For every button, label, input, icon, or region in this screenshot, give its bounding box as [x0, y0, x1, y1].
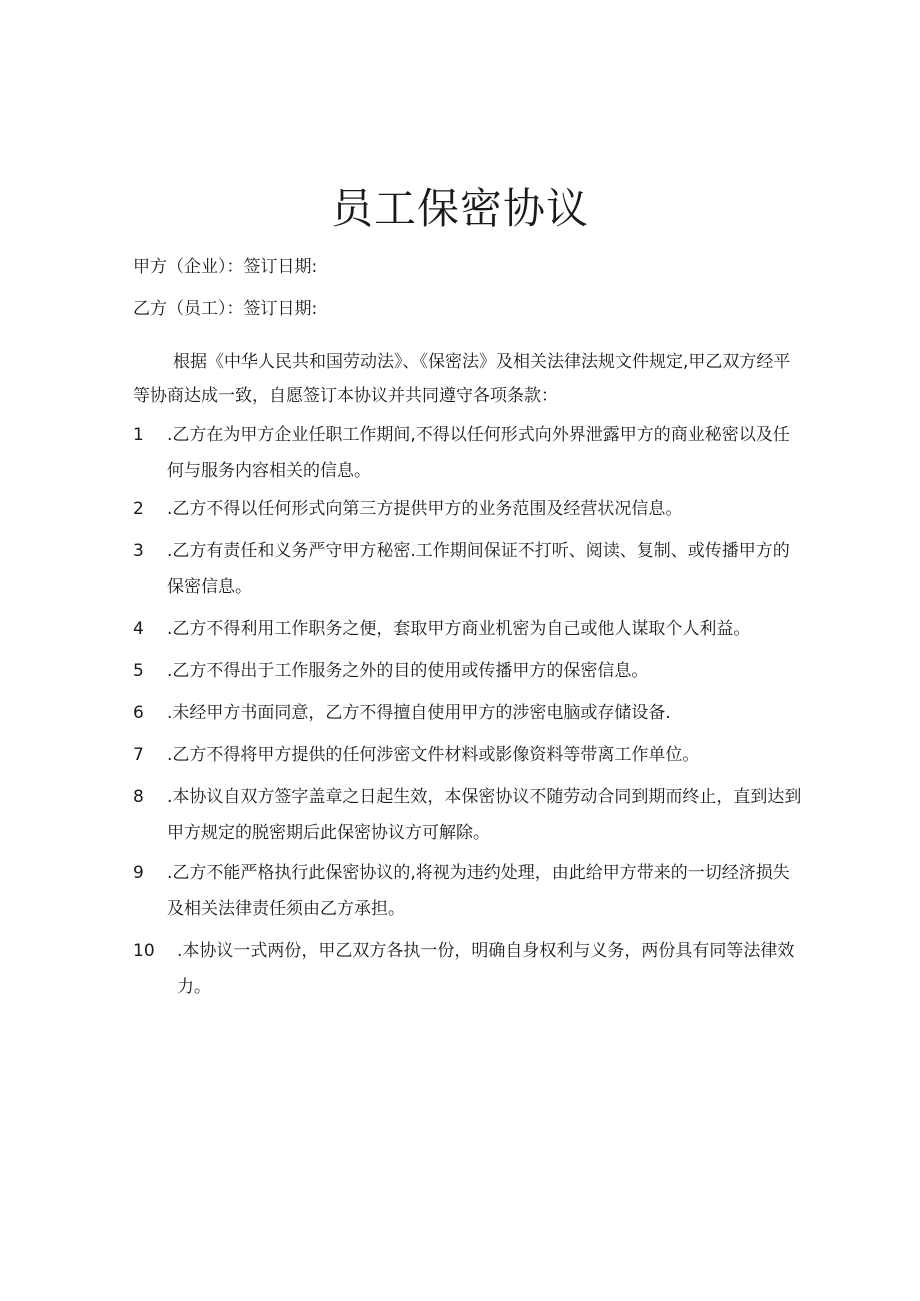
clause-text: .未经甲方书面同意，乙方不得擅自使用甲方的涉密电脑或存储设备.: [167, 703, 671, 723]
clause-text: .乙方不得以任何形式向第三方提供甲方的业务范围及经营状况信息。: [167, 499, 683, 519]
clause-7: [133, 737, 803, 773]
clause-5: [133, 653, 803, 689]
clause-number: 1: [133, 425, 144, 445]
clause-4: [133, 611, 803, 647]
party-b-line: 乙方（员工）：签订日期:: [133, 299, 318, 319]
clause-2: [133, 491, 803, 527]
preamble-paragraph: 根据《中华人民共和国劳动法》、《保密法》及相关法律法规文件规定,甲乙双方经平等协商达成一致，自愿签订本协议并共同遵守各项条款：: [133, 352, 791, 406]
clause-3: [133, 533, 803, 605]
clause-number: 2: [133, 499, 144, 519]
clause-number: 5: [133, 661, 144, 681]
clause-text: .乙方不得出于工作服务之外的目的使用或传播甲方的保密信息。: [167, 661, 649, 681]
clause-number: 8: [133, 787, 144, 807]
clause-text: .本协议自双方签字盖章之日起生效，本保密协议不随劳动合同到期而终止，直到达到甲方规定的脱密期后此保密协议方可解除。: [167, 787, 802, 843]
clause-number: 10: [133, 941, 155, 961]
clause-number: 6: [133, 703, 144, 723]
clause-1: [133, 417, 803, 489]
clause-text: .乙方不得将甲方提供的任何涉密文件材料或影像资料等带离工作单位。: [167, 745, 700, 765]
clause-6: [133, 695, 803, 731]
clause-text: .乙方不能严格执行此保密协议的,将视为违约处理，由此给甲方带来的一切经济损失及相关法律责任须由乙方承担。: [167, 863, 790, 919]
clause-9: [133, 855, 803, 927]
clause-number: 7: [133, 745, 144, 765]
clause-text: .本协议一式两份，甲乙双方各执一份，明确自身权利与义务，两份具有同等法律效力。: [177, 941, 795, 997]
clause-number: 9: [133, 863, 144, 883]
clause-text: .乙方有责任和义务严守甲方秘密.工作期间保证不打听、阅读、复制、或传播甲方的保密信息。: [167, 541, 790, 597]
clause-8: [133, 779, 803, 851]
clause-number: 3: [133, 541, 144, 561]
clause-number: 4: [133, 619, 144, 639]
clause-10: [133, 933, 803, 1005]
document-title: 员工保密协议: [330, 184, 589, 234]
party-a-line: 甲方（企业）：签订日期:: [133, 257, 318, 277]
clause-text: .乙方不得利用工作职务之便，套取甲方商业机密为自己或他人谋取个人利益。: [167, 619, 751, 639]
clause-text: .乙方在为甲方企业任职工作期间,不得以任何形式向外界泄露甲方的商业秘密以及任何与服务内容相关的信息。: [167, 425, 790, 481]
